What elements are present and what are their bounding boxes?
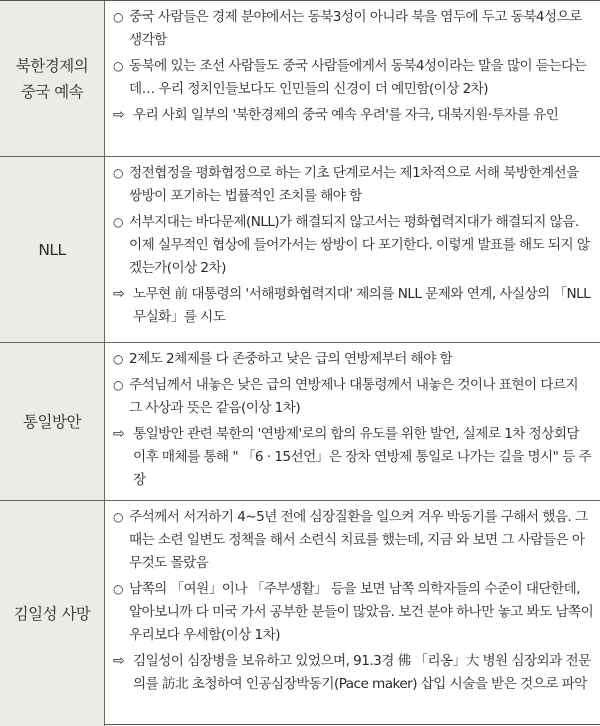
arrow-right-icon: ⇨ <box>113 653 125 669</box>
table-row <box>0 342 600 500</box>
category-label-line: NLL <box>38 240 66 259</box>
table-row <box>0 156 600 342</box>
item-text: 주석님께서 내놓은 낮은 급의 연방제나 대통령께서 내놓은 것이나 표현이 다르지 그 사상과 뜻은 같음(이상 1차) <box>129 377 579 416</box>
row-content <box>105 501 600 726</box>
list-item <box>113 104 594 127</box>
list-item <box>113 650 594 696</box>
arrow-right-icon: ⇨ <box>113 107 125 123</box>
arrow-right-icon: ⇨ <box>113 286 125 302</box>
item-text: 동북에 있는 조선 사람들도 중국 사람들에게서 동북4성이라는 말을 많이 듣는다는데… 우리 정치인들보다도 인민들의 신경이 더 예민함(이상 2차) <box>129 58 587 97</box>
item-text: 2제도 2체제를 다 존중하고 낮은 급의 연방제부터 해야 함 <box>129 351 453 367</box>
row-category <box>0 501 105 726</box>
list-item <box>113 578 594 647</box>
circle-bullet-icon: ○ <box>113 59 123 73</box>
row-content <box>105 157 600 342</box>
circle-bullet-icon: ○ <box>113 510 123 524</box>
item-text: 김일성이 심장병을 보유하고 있었으며, 91.3경 佛 「리옹」大 병원 심장외과 전문의를 訪北 초청하여 인공심장박동기(Pace maker) 삽입 시술을 받은 것으로 파악 <box>133 653 591 692</box>
circle-bullet-icon: ○ <box>113 215 123 229</box>
row-category <box>0 157 105 342</box>
category-label-line: 중국 예속 <box>20 82 84 101</box>
category-label-line: 북한경제의 <box>15 56 89 75</box>
list-item <box>113 283 594 329</box>
list-item <box>113 423 594 492</box>
item-text: 통일방안 관련 북한의 '연방제'로의 합의 유도를 위한 발언, 실제로 1차 정상회담 이후 매체를 통해 " 「6 · 15선언」은 장차 연방제 통일로 나가는 길을 명시" 등 주장 <box>133 426 592 488</box>
list-item <box>113 6 594 52</box>
list-item <box>113 211 594 280</box>
list-item <box>113 348 594 371</box>
list-item <box>113 55 594 101</box>
circle-bullet-icon: ○ <box>113 166 123 180</box>
row-category <box>0 1 105 156</box>
item-text: 서부지대는 바다문제(NLL)가 해결되지 않고서는 평화협력지대가 해결되지 않음. 이제 실무적인 협상에 들어가서는 쌍방이 다 포기한다. 이렇게 발표를 해도 되지 않겠는가(이상 2차) <box>129 214 590 276</box>
arrow-right-icon: ⇨ <box>113 426 125 442</box>
list-item <box>113 374 594 420</box>
item-text: 우리 사회 일부의 '북한경제의 중국 예속 우려'를 자극, 대북지원·투자를 유인 <box>133 107 559 123</box>
row-category <box>0 343 105 500</box>
list-item <box>113 162 594 208</box>
circle-bullet-icon: ○ <box>113 582 123 596</box>
row-content <box>105 343 600 500</box>
list-item <box>113 506 594 575</box>
table-row <box>0 1 600 156</box>
category-label-line: 김일성 사망 <box>13 604 91 623</box>
row-content <box>105 1 600 156</box>
item-text: 남쪽의 「여원」이나 「주부생활」 등을 보면 남쪽 의학자들의 수준이 대단한데, 알아보니까 다 미국 가서 공부한 분들이 많았음. 보건 분야 하나만 놓고 봐도 남쪽이 우리보다 우세함(이상 1차) <box>129 581 594 643</box>
circle-bullet-icon: ○ <box>113 10 123 24</box>
item-text: 주석께서 서거하기 4∼5년 전에 심장질환을 일으켜 겨우 박동기를 구해서 했음. 그때는 소련 일변도 정책을 해서 소련식 치료를 했는데, 지금 와 보면 그 사람들은 아무것도 몰랐음 <box>129 509 588 571</box>
circle-bullet-icon: ○ <box>113 378 123 392</box>
item-text: 중국 사람들은 경제 분야에서는 동북3성이 아니라 북을 염두에 두고 동북4성으로 생각함 <box>129 9 582 48</box>
circle-bullet-icon: ○ <box>113 352 123 366</box>
item-text: 정전협정을 평화협정으로 하는 기초 단계로서는 제1차적으로 서해 북방한계선을 쌍방이 포기하는 법률적인 조치를 해야 함 <box>129 165 579 204</box>
category-label-line: 통일방안 <box>23 412 81 431</box>
table-row <box>0 500 600 726</box>
item-text: 노무현 前 대통령의 '서해평화협력지대' 제의를 NLL 문제와 연계, 사실상의 「NLL 무실화」를 시도 <box>133 286 591 325</box>
